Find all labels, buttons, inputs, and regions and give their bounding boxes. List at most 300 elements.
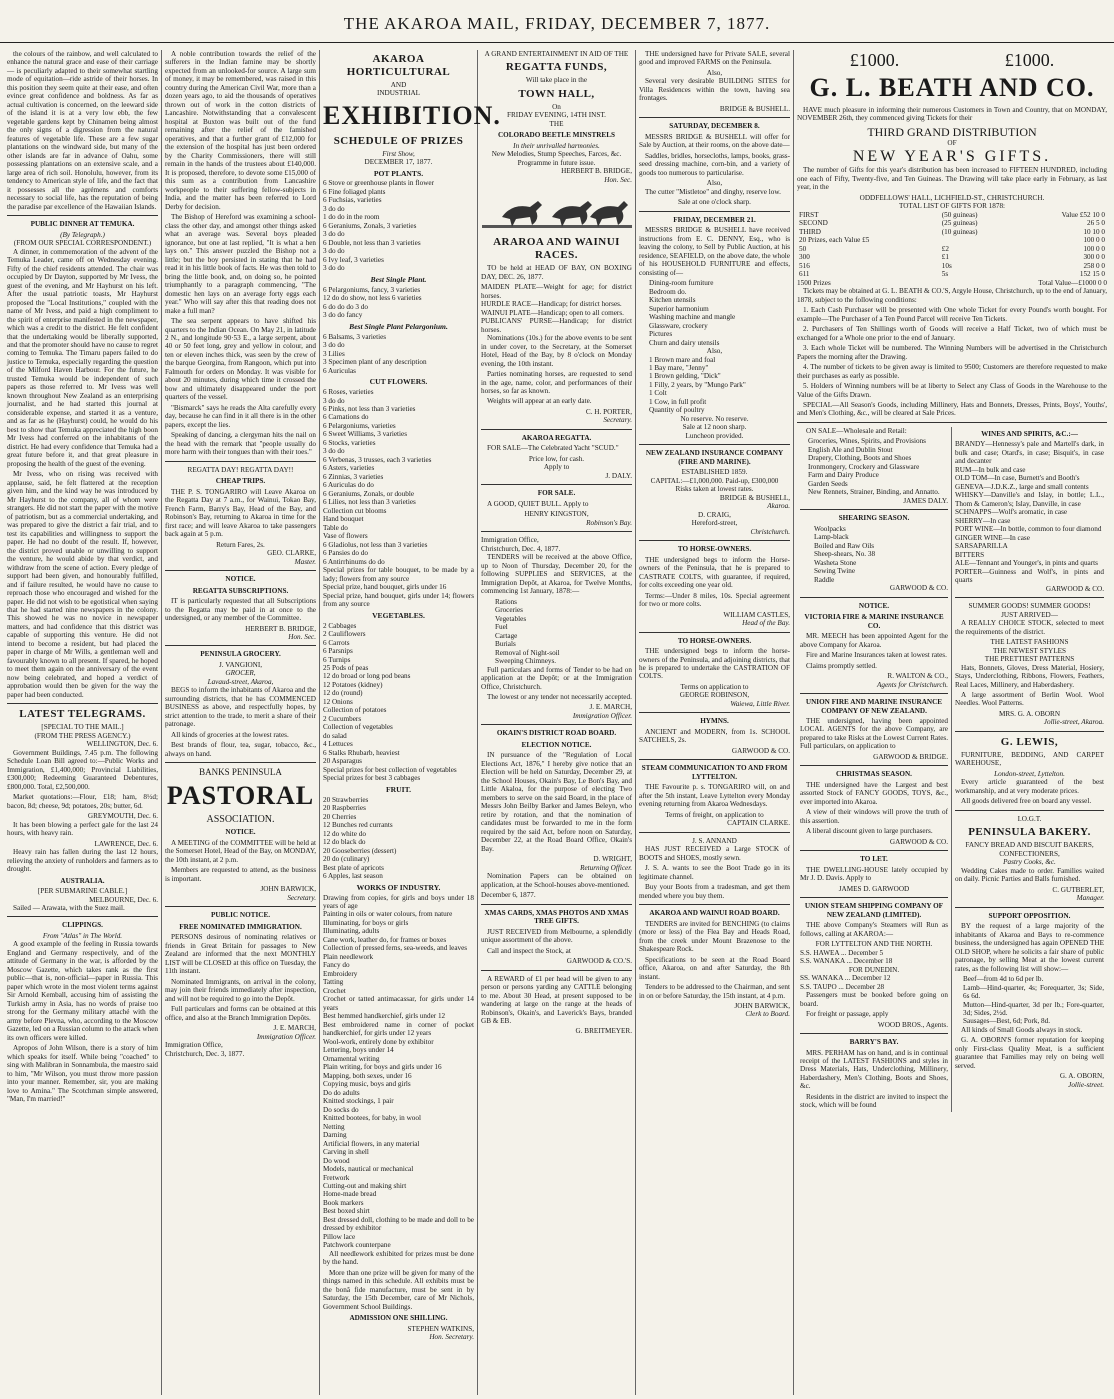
- furniture-item: Glassware, crockery: [649, 321, 708, 330]
- subscriptions-text: IT is particularly requested that all Subscriptions to the Regatta may be paid in at once to the undersigned, or any member of the Committee.: [165, 597, 316, 623]
- prize-cell: 26 5 0: [1087, 219, 1105, 228]
- oborn-loc: Jollie-street, Akaroa.: [1043, 718, 1104, 727]
- tender-item: Cartage: [495, 631, 518, 640]
- tickets-text: Tickets may be obtained at G. L. BEATH & CO.'S, Argyle House, Christchurch, up to the end of January, 1878, subject to the following conditions:: [797, 287, 1107, 304]
- sale-item: Garden Seeds: [808, 479, 848, 488]
- admission: ADMISSION ONE SHILLING.: [349, 1314, 448, 1323]
- column-6b: [952, 427, 1107, 1112]
- prize-item: Do do adults: [323, 1088, 360, 1097]
- dateline-lawrence: LAWRENCE, Dec. 6.: [94, 839, 158, 848]
- election-title: ELECTION NOTICE.: [521, 740, 592, 749]
- vangioni-role: GROCER,: [225, 669, 256, 678]
- prize-row: [797, 270, 1107, 278]
- bridge-name: HERBERT B. BRIDGE,: [245, 624, 316, 633]
- prize-item: 6 Roses, varieties: [323, 388, 374, 397]
- union-fire-title: UNION FIRE AND MARINE INSURANCE COMPANY OF NEW ZEALAND.: [805, 698, 943, 715]
- prize-cell: 611: [799, 270, 810, 279]
- oddfellows-hall: ODDFELLOWS' HALL, LICHFIELD-ST., CHRISTCHURCH.: [859, 193, 1045, 202]
- wines-title: WINES AND SPIRITS, &C.:—: [981, 429, 1078, 438]
- bull-text: A GOOD, QUIET BULL. Apply to: [487, 499, 589, 508]
- serpent-article: The sea serpent appears to have shifted his quarters to the Indian Ocean. On May 21, in latitude 2 N., and longitude 90·53 E., a large serpent, about 40 or 50 feet long, grey and yellow in colour, and ten or eleven inches thick, was seen by the crew of the barque Georgina, from Rangoon, which put into Falmouth for orders on Monday. It was visible for about 20 minutes, during which time it crossed the bow and ultimately disappeared under the port quarters of the vessel.: [165, 317, 316, 402]
- free-immigration-text-2: Nominated Immigrants, on arrival in the colony, may join their friends immediately after inspection, and will not be required to go into the Depôt.: [165, 977, 316, 1003]
- prize-item: 6 Stalks Rhubarb, heaviest: [323, 748, 400, 757]
- lewis-text-2: Every article guaranteed of the best workmanship, and at very moderate prices.: [955, 778, 1104, 795]
- prize-row: [797, 219, 1107, 227]
- prize-item: Do socks do: [323, 1105, 359, 1114]
- union-steam-title: UNION STEAM SHIPPING COMPANY OF NEW ZEALAND (LIMITED).: [804, 902, 944, 919]
- akaroa-regatta-title: AKAROA REGATTA.: [521, 433, 592, 442]
- victoria-title: VICTORIA FIRE & MARINE INSURANCE CO.: [804, 613, 944, 630]
- clipping-2: Apropos of John Wilson, there is a story of him which speaks for itself. While being "coached" to sing with Malibran in Sonnambula, the maestro said to him, "Mr Wilson, you must throw more passion into your manner. Remember, sir, you are making love to Amina." The Scotchman simple answered, "Man, I'm married!": [7, 1044, 158, 1104]
- march-role-2: Immigration Officer.: [572, 711, 632, 720]
- cut-flowers-heading: CUT FLOWERS.: [369, 377, 428, 387]
- wine-item: RUM—In bulk and case: [955, 465, 1026, 474]
- telegram-melbourne: Sailed — Arawata, with the Suez mail.: [13, 903, 125, 912]
- pastry-cooks: Pastry Cooks, &c.: [1003, 858, 1056, 867]
- xmas-text: JUST RECEIVED from Melbourne, a splendidly unique assortment of the above.: [481, 927, 632, 945]
- prize-item: 6 Ivy leaf, 3 varieties: [323, 255, 384, 264]
- bismarck-article: "Bismarck" says he reads the Alta carefully every day, because he can find in it all there is in the other papers, except the lies.: [165, 403, 316, 429]
- wright-role: Returning Officer.: [580, 863, 632, 872]
- prize-cell: Value £52 10 0: [1061, 210, 1105, 219]
- garwood-hymns: GARWOOD & CO.: [731, 746, 790, 755]
- prize-item: 3 do do: [323, 204, 345, 213]
- clippings-title: CLIPPINGS.: [62, 921, 103, 930]
- support-text-3: G. A. OBORN'S former reputation for keeping only First-class Quality Meat, is a sufficient guarantee that Families may rely on being well served.: [955, 1036, 1104, 1070]
- regatta-day-header: REGATTA DAY! REGATTA DAY!!: [187, 465, 294, 474]
- condition-4: 4. The number of tickets to be given away is limited to 9500; Customers are therefore requested to make their purchases as early as possible.: [797, 363, 1107, 380]
- condition-5: 5. Holders of Winning numbers will be at liberty to Select any Class of Goods in the Warehouse to the Value of the Gifts Drawn.: [797, 382, 1107, 399]
- telegrams-from: (FROM THE PRESS AGENCY.): [34, 731, 131, 740]
- shearing-item: Washeta Stone: [814, 558, 857, 567]
- minstrels-sub-2: New Melodies, Stump Speeches, Farces, &c.: [491, 150, 622, 159]
- sale-item: Farm and Dairy Produce: [808, 471, 879, 480]
- sale-noon: Sale at 12 noon sharp.: [682, 423, 747, 432]
- prize-item: 12 do (round): [323, 689, 363, 698]
- banks-peninsula: BANKS PENINSULA: [199, 767, 282, 778]
- prize-cell: THIRD: [799, 227, 821, 236]
- prize-item: 3 Lilies: [323, 349, 345, 358]
- prize-item: 20 do (culinary): [323, 855, 370, 864]
- prize-item: 6 Pinks, not less than 3 varieties: [323, 404, 416, 413]
- tender-list: [481, 598, 632, 666]
- prize-row: [797, 228, 1107, 236]
- of-text: OF: [947, 139, 957, 148]
- races-intro: TO be held at HEAD OF BAY, ON BOXING DAY, DEC. 26, 1877.: [481, 264, 632, 281]
- condition-3: 3. Each whole Ticket will be numbered. The Winning Numbers will be advertised in the Christchurch Papers the morning after the Drawing.: [797, 344, 1107, 361]
- prize-row: [797, 262, 1107, 270]
- okain-title: OKAIN'S DISTRICT ROAD BOARD.: [496, 729, 617, 738]
- nomination-papers: Nomination Papers can be obtained on application, at the School-houses above-mentioned.: [481, 872, 632, 889]
- meat-item: Lamb—Hind-quarter, 4s; Forequarter, 3s; Side, 6s 6d.: [963, 983, 1104, 1001]
- xmas-title: XMAS CARDS, XMAS PHOTOS AND XMAS TREE GIFTS.: [484, 908, 629, 926]
- victoria-text-2: Fire and Marine Insurances taken at lowest rates.: [806, 651, 947, 660]
- sale-item: Drapery, Clothing, Boots and Shoes: [808, 454, 912, 463]
- prize-cell: £2: [941, 244, 949, 253]
- furniture-list: [639, 279, 790, 347]
- tender-item: Burials: [495, 640, 516, 649]
- prize-item: 6 Carrots: [323, 638, 350, 647]
- steam-title: STEAM COMMUNICATION TO AND FROM LYTTELTON.: [641, 764, 788, 781]
- bakery-text-2: Wedding Cakes made to order. Families waited on daily. Picnic Parties and Balls furnished.: [955, 866, 1104, 884]
- wine-item: GENEVA—J.D.K.Z., large and small contents: [955, 482, 1089, 491]
- the-text: THE: [549, 119, 564, 128]
- wine-item: BRANDY—Hennessy's pale and Martell's dark, in bulk and case; Otard's, in case; Bisquit's, in case and decanter: [955, 440, 1104, 466]
- race-weights: Weights will appear at an early date.: [487, 397, 592, 406]
- no-reserve: No reserve. No reserve.: [680, 414, 749, 423]
- will-take-place: Will take place in the: [525, 76, 588, 85]
- immigration-date: Christchurch, Dec. 3, 1877.: [165, 1049, 245, 1058]
- prize-row: [797, 245, 1107, 253]
- auction-also: Also,: [706, 179, 723, 188]
- prize-item: 6 Pansies do do: [323, 549, 368, 558]
- prize-item: 20 Asparagus: [323, 757, 362, 766]
- prize-item: 12 Potatoes (kidney): [323, 680, 383, 689]
- yacht-apply: Apply to: [543, 463, 570, 472]
- horse-owners-1: TO HORSE-OWNERS.: [677, 545, 752, 554]
- telegrams-special: [SPECIAL TO THE MAIL.]: [41, 723, 124, 732]
- stock-item: 1 Brown mare and foal: [649, 355, 716, 364]
- prize-item: Illuminating, adults: [323, 927, 380, 936]
- prize-item: Wool-work, entirely done by exhibitor: [323, 1037, 434, 1046]
- perham-text: MRS. PERHAM has on hand, and is in continual receipt of the LATEST FASHIONS and styles in Dress Materials, Hats, Underclothing, Millinery, Haberdashery, Men's Clothing, Boots and Shoes, &c.: [800, 1048, 948, 1091]
- prize-item: 6 Pelargoniums, fancy, 3 varieties: [323, 285, 421, 294]
- prize-cell: 100 0 0: [1083, 236, 1105, 245]
- hawaii-article: the colours of the rainbow, and well calculated to enhance the natural grace and ease of their carriage — is peculiarly adapted to their somewhat startling mode of equitation—ride astride of their horses. In this position they seem quite at their ease, and often evince great confidence and boldness. As far as actual cultivation is concerned, on the leeward side of the island it is at a very low ebb, the few vegetable gardens kept by Chinamen being almost the only signs of a digression from the natural features of vegetable life. These are a few sugar plantations on the windward side, but many of the other islands are far in advance of Oahu, some possessing plantations on an extensive scale, and a large area of rich soil. Honolulu, however, from its tendency to American style of life, and the fact that it possesses all the agrémens and comforts necessary to social life, has the reputation of being the paradise par excellence of the Hawaiian Islands.: [7, 50, 158, 211]
- tender-text-2: The lowest or any tender not necessarily accepted.: [487, 693, 632, 701]
- craig-name: D. CRAIG,: [698, 510, 731, 519]
- prize-item: 12 do broad or long pod beans: [323, 672, 411, 681]
- prize-item: Pillow lace: [323, 1232, 356, 1241]
- prize-item: Special prize, hand bouquet, girls under 16: [323, 583, 447, 592]
- shearing-item: Boiled and Raw Oils: [814, 541, 875, 550]
- works-list: [323, 894, 474, 1250]
- prize-item: Darning: [323, 1131, 347, 1140]
- ship-item: S.S. HAWEA ... December 5: [800, 948, 884, 957]
- free-immigration-text: PERSONS desirous of nominating relatives or friends in Great Britain for passages to New Zealand are informed that the next MONTHLY LIST will be CLOSED at this office on Tuesday, the 11th instant.: [165, 933, 316, 976]
- shearing-title: SHEARING SEASON.: [838, 514, 910, 523]
- stock-item: 1 Colt: [649, 389, 667, 398]
- barwick-role-2: Clerk to Board.: [745, 1010, 790, 1019]
- nz-insurance-risks: Risks taken at lowest rates.: [675, 485, 754, 494]
- on-sale-heading: ON SALE—Wholesale and Retail:: [806, 426, 907, 435]
- bridge-name-2: HERBERT B. BRIDGE,: [561, 167, 632, 176]
- races-title: ARAROA AND WAINUI RACES.: [493, 236, 620, 262]
- wine-item: ALE—Tennant and Younger's, in pints and quarts: [955, 559, 1098, 568]
- wine-item: BITTERS: [955, 550, 985, 559]
- prize-item: 12 do white do: [323, 829, 366, 838]
- lewis-title: G. LEWIS,: [1000, 735, 1059, 748]
- pastoral-heading: PASTORAL: [166, 780, 315, 810]
- total-value: Total Value—£1000 0 0: [1038, 278, 1107, 287]
- meeting-text: A MEETING of the COMMITTEE will be held at the Somerset Hotel, Head of the Bay, on MONDAY, the 10th instant, at 2 p.m.: [165, 838, 316, 864]
- freight-note: For freight or passage, apply: [806, 1010, 889, 1019]
- stock-item: Quantity of poultry: [649, 406, 705, 415]
- castles-name: WILLIAM CASTLES,: [723, 610, 790, 619]
- prize-row: [797, 236, 1107, 244]
- steam-text: THE Favourite p. s. TONGARIRO will, on and after the 5th instant, Leave Lyttelton every Monday evening returning from Akaroa Wednesdays.: [639, 783, 790, 809]
- prize-item: 3 do do: [323, 447, 345, 456]
- shearing-item: Sewing Twine: [814, 567, 856, 576]
- prize-item: 6 Lilies, not less than 3 varieties: [323, 498, 416, 507]
- prize-item: 6 Gladiolus, not less than 3 varieties: [323, 540, 428, 549]
- dinner-text: A dinner, in commemoration of the advent of the Temuka Leader, came off on Wednesday evening. Fifty of the chief residents attended. The chair was occupied by Dr Dayton, supported by Mr Ivess, the guest of the evening, and Mr Hayhurst on his left. After the usual patriotic toasts, Mr Hayhurst proposed the "Local Institutions," coupled with the name of Mr Ivess, and paid a high compliment to the spirit of enterprise manifested in the newspaper, which was a credit to the district. He felt confident that the undertaking would be liberally supported, and that the promoter should have no cause to regret coming to Temuka. The Timaru papers failed to do justice to Temuka, especially regarding the question of the Milford Haven Harbour. For the future, he trusted Temuka would be independent of such papers as those referred to. Mr Ivess was well known throughout New Zealand as an enterprising journalist, and he had started this journal at considerable expense, and started it as a venture, and as far as he (Hayhurst) could, he would do his best to show that Temuka appreciated the high boon Mr Ivess had conferred on the inhabitants of the district. He had every confidence that Temuka had a great future before it, and that great pleasure in proposing the health of the guest of the evening.: [7, 247, 158, 468]
- dancing-article: Speaking of dancing, a clergyman hits the nail on the head with the remark that "people usually do more harm with their tongues than with their toes.": [165, 431, 316, 457]
- prize-item: Best hemmed handkerchief, girls under 12: [323, 1012, 446, 1021]
- wine-item: WHISKY—Danville's and Islay, in bottle; L.L., Thom & Cameron's; Islay, Danville, in case: [955, 491, 1104, 508]
- clarke-name: GEO. CLARKE,: [267, 549, 316, 558]
- best-single-list: [323, 286, 474, 320]
- election-text: IN pursuance of the "Regulation of Local Elections Act, 1876," I hereby give notice that an Election will be held on Saturday, December 29, at the School Houses, Okain's Bay, Le Bon's Bay, and Little Akaloa, for the purpose of electing Two members to serve on the said Board, in the place of Messrs John Beilby Barker and James Beleyn, who retire by rotation, and that the nomination of candidates must be forwarded to me in the form required by the said Act, before noon on Saturday, December 22, at the Road Board Office, Okain's Bay.: [481, 751, 632, 853]
- prize-item: 6 Pelargoniums, varieties: [323, 421, 396, 430]
- telegram-wellington: Government Buildings, 7.45 p.m. The following Schedule Loan Bill agreed to:—Public Works and Immigration, £1,400,000; Provincial Liabilities, £300,000; Redeeming Guaranteed Debentures, £800,000. Total, £2,500,000.: [7, 748, 158, 791]
- tender-date: Christchurch, Dec. 4, 1877.: [481, 544, 561, 553]
- tender-item: Fuel: [495, 623, 508, 632]
- prize-item: 12 do black do: [323, 838, 366, 847]
- prize-cell: FIRST: [799, 210, 819, 219]
- tender-item: Rations: [495, 597, 517, 606]
- column-6a: [797, 427, 952, 1112]
- fashion-item: THE NEWEST STYLES: [993, 646, 1066, 655]
- prize-item: 12 Onions: [323, 697, 353, 706]
- condition-1: 1. Each Cash Purchaser will be presented with One whole Ticket for every Pound's worth bought. For example—The Purchaser of a Ten Pound Parcel will receive Ten Tickets.: [797, 306, 1107, 323]
- fashion-item: THE LATEST FASHIONS: [990, 638, 1069, 647]
- prize-cell: (50 guineas): [941, 210, 978, 219]
- prize-item: Carving in shell: [323, 1148, 369, 1157]
- prize-cell: 10 10 0: [1083, 227, 1105, 236]
- exhibition-date: DECEMBER 17, 1877.: [364, 158, 433, 167]
- columns: [4, 50, 1110, 1395]
- victoria-text: MR. MEECH has been appointed Agent for the above Company for Akaroa.: [800, 632, 948, 649]
- immigration-office: Immigration Office,: [165, 1041, 223, 1050]
- sale-item: New Rennets, Strainer, Binding, and Annatto.: [808, 488, 940, 497]
- horse-race-illustration: [482, 187, 632, 233]
- yacht-price: Price low, for cash.: [528, 454, 585, 463]
- tongariro-text: THE P. S. TONGARIRO will Leave Akaroa on the Regatta Day at 7 a.m., for Wainui, Tokao Bay, French Farm, Barry's Bay, Head of the Bay, and Robinson's Bay, returning to Akaroa in time for the first race; and will leave Akaroa to take passengers back again at 5 p.m.: [165, 487, 316, 539]
- prize-cell: 516: [799, 261, 810, 270]
- james-garwood: JAMES D. GARWOOD: [838, 884, 910, 893]
- prize-cell: 258 0 0: [1083, 261, 1105, 270]
- march-name-2: J. E. MARCH,: [589, 703, 632, 712]
- prize-item: 6 Antirrhinums do do: [323, 557, 385, 566]
- prize-cell: 300 0 0: [1083, 253, 1105, 262]
- oborn-loc-2: Jollie-street.: [1068, 1080, 1104, 1089]
- to-let-title: TO LET.: [860, 855, 888, 864]
- prize-item: 6 Verbenas, 3 trusses, each 3 varieties: [323, 455, 432, 464]
- summer-goods: SUMMER GOODS! SUMMER GOODS!: [968, 602, 1091, 611]
- stock-item: 1 Bay mare, "Jenny": [649, 363, 709, 372]
- horse-owners-2-text: THE undersigned begs to inform the horse-owners of the Peninsula, and adjoining districts, that he is prepared to undertake the CASTRATION OF COLTS.: [639, 647, 790, 681]
- minstrels-title: COLORADO BEETLE MINSTRELS: [497, 131, 616, 140]
- exhibition-title: EXHIBITION.: [323, 100, 501, 130]
- gutberlet-role: Manager.: [1076, 894, 1104, 903]
- boots-text-2: J. S. A. wants to see the Boot Trade go in its legitimate channel.: [639, 864, 790, 881]
- union-fire-text: THE undersigned, having been appointed LOCAL AGENTS for the above Company, are prepared to take Risks at the Lowest Current Rates. Full particulars, on application to: [800, 717, 948, 751]
- schedule-title: SCHEDULE OF PRIZES: [333, 134, 464, 147]
- prize-item: Painting in oils or water colours, from nature: [323, 910, 453, 919]
- race-list: [481, 283, 632, 334]
- best-pelargonium-heading: Best Single Plant Pelargonium.: [349, 321, 448, 331]
- horse-owners-2: TO HORSE-OWNERS.: [677, 636, 752, 645]
- column-3: [320, 50, 501, 1395]
- horticultural-title: AKAROA HORTICULTURAL: [346, 53, 451, 78]
- friday-evening: FRIDAY EVENING, 14TH INST.: [507, 111, 606, 120]
- prize-item: 12 do do show, not less 6 varieties: [323, 294, 422, 303]
- prize-item: Table do: [323, 523, 348, 532]
- barrys-bay-title: BARRY'S BAY.: [849, 1038, 899, 1047]
- dateline-wellington: WELLINGTON, Dec. 6.: [86, 740, 158, 749]
- saturday-heading: SATURDAY, DECEMBER 8.: [669, 122, 760, 131]
- tender-text: Full particulars and forms of Tender to be had on application at the Depôt; or at the Immigration Office, Christchurch.: [481, 665, 632, 691]
- kingston-name: HENRY KINGSTON,: [524, 510, 589, 519]
- regatta-funds: REGATTA FUNDS,: [505, 61, 608, 74]
- prize-item: Special prize, hand bouquet, girls under 14; flowers from any source: [323, 591, 474, 609]
- australia-title: AUSTRALIA.: [60, 876, 105, 885]
- prize-item: Collection of vegetables: [323, 723, 393, 732]
- prize-item: 6 Parsnips: [323, 647, 353, 656]
- to-let-text: THE DWELLING-HOUSE lately occupied by Mr J. D. Davis. Apply to: [800, 865, 948, 883]
- prize-item: 6 Auriculas: [323, 366, 356, 375]
- prize-item: 6 Geraniums, Zonals, or double: [323, 489, 415, 498]
- stock-item: 1 Filly, 2 years, by "Mungo Park": [649, 380, 746, 389]
- prize-item: do salad: [323, 731, 347, 740]
- masthead: [0, 0, 1114, 43]
- steam-terms: Terms of freight, on application to: [665, 810, 764, 819]
- furniture-item: Washing machine and mangle: [649, 313, 736, 322]
- race-item: PUBLICANS' PURSE—Handicap; for district horses.: [481, 317, 632, 334]
- prize-item: 12 Bunches red currants: [323, 821, 393, 830]
- vegetables-list: [323, 622, 474, 783]
- prize-item: 6 Apples, last season: [323, 872, 383, 881]
- dinner-from: (FROM OUR SPECIAL CORRESPONDENT.): [13, 239, 152, 248]
- tender-item: Sweeping Chimneys.: [495, 657, 557, 666]
- column-6-split: [797, 427, 1107, 1112]
- prize-item: Crochet: [323, 986, 346, 995]
- special-text: SPECIAL—All Season's Goods, including Millinery, Hats and Bonnets, Dresses, Prints, Boys', Youths', and Men's Clothing, &c., will be cleared at Sale Prices.: [797, 400, 1107, 418]
- cheap-trips-title: CHEAP TRIPS.: [215, 477, 266, 486]
- prize-item: Netting: [323, 1122, 345, 1131]
- thousand-right: £1000.: [1004, 50, 1055, 70]
- watkins-name: STEPHEN WATKINS,: [407, 1324, 474, 1333]
- telegrams-title: LATEST TELEGRAMS.: [19, 708, 146, 721]
- stock-item: 1 Cow, in full profit: [649, 397, 707, 406]
- horse-owners-2-terms: Terms on application to: [680, 682, 749, 691]
- prize-item: 20 Gooseberries (dessert): [323, 846, 397, 855]
- wine-item: PORTER—Guinness and Wolf's, in pints and quarts: [955, 567, 1104, 585]
- watkins-role: Hon. Secretary.: [429, 1333, 474, 1342]
- prize-item: Best plate of apricots: [323, 863, 384, 872]
- annand-name: J. S. ANNAND: [692, 836, 737, 845]
- shearing-item: Lamp-black: [814, 533, 849, 542]
- fashions-text: Hats, Bonnets, Gloves, Dress Material, Hosiery, Stays, Underclothing, Ribbons, Flowers, Feathers, Real Laces, Millinery, and Haberdashery.: [955, 663, 1104, 689]
- new-years-gifts: NEW YEAR'S GIFTS.: [852, 147, 1052, 165]
- horse-owners-1-text: THE undersigned begs to inform the Horse-owners of the Peninsula, that he is prepared to CASTRATE COLTS, with guarantee, if required, for colts exceeding one year old.: [639, 555, 790, 590]
- prize-item: Special prizes for table bouquet, to be made by a lady; flowers from any source: [323, 566, 474, 583]
- ships-north-list: [800, 949, 948, 966]
- barwick-name-2: JOHN BARWICK,: [734, 1001, 790, 1010]
- wine-item: SARSAPARILLA: [955, 542, 1008, 551]
- friday-heading: FRIDAY, DECEMBER 21.: [673, 215, 756, 224]
- tender-office: Immigration Office,: [481, 536, 539, 545]
- race-item: MAIDEN PLATE—Weight for age; for district horses.: [481, 283, 632, 300]
- telegram-lawrence: Heavy rain has fallen during the last 12 hours, relieving the anxiety of runholders and farmers as to drought.: [7, 848, 158, 874]
- industrial-title: INDUSTRIAL: [376, 89, 421, 98]
- prize-item: 3 do do: [323, 396, 345, 405]
- fashion-list: [955, 638, 1104, 663]
- prize-item: 6 Double, not less than 3 varieties: [323, 238, 421, 247]
- prize-item: Do wood: [323, 1156, 350, 1165]
- sale-time: Sale at one o'clock sharp.: [678, 198, 751, 207]
- pelargonium-list: [323, 333, 474, 375]
- stock-list: [639, 356, 790, 415]
- union-steam-text: THE above Company's Steamers will Run as follows, calling at AKAROA:—: [800, 921, 948, 938]
- christmas-text-2: A view of their windows will prove the truth of this assertion.: [800, 808, 948, 825]
- prize-item: 20 Raspberries: [323, 804, 366, 813]
- race-item: WAINUI PLATE—Handicap; open to all comers.: [481, 308, 624, 317]
- ship-item: S.S. WANAKA ... December 18: [800, 957, 893, 966]
- free-immigration-text-3: Full particulars and forms can be obtained at this office, and also at the Branch Immigration Depôts.: [165, 1005, 316, 1022]
- prize-cell: (25 guineas): [941, 219, 978, 228]
- meeting-text-2: Members are requested to attend, as the business is important.: [165, 866, 316, 883]
- prize-item: Best embroidered name in corner of pocket handkerchief, for girls under 12 years: [323, 1020, 474, 1038]
- barwick-role: Secretary.: [287, 893, 316, 902]
- horse-owners-1-terms: Terms:—Under 8 miles, 10s. Special agreement for two or more colts.: [639, 591, 790, 609]
- famine-article: A noble contribution towards the relief of the sufferers in the Indian famine may be shortly expected from an unlooked-for source. A large sum of money, it may be remembered, was raised in this country during the American Civil War, more than a dozen years ago, to aid the thousands of operatives thrown out of work in the cotton districts of Lancashire. Notwithstanding that a convalescent hospital at Buxton was built out of the fund remaining after the relief of the famished operatives, and that a further grant of £12,000 for the extension of the hospital has just been ordered by the Charity Commissioners, there will still remain in the hands of the trustees about £140,000. It is proposed, therefore, to devote some £15,000 of this sum as a contribution from Lancashire workpeople to their suffering fellow-subjects in India, and the matter has been referred to Lord Derby for decision.: [165, 50, 316, 211]
- wine-item: SCHNAPPS—Wolf's aromatic, in case: [955, 508, 1068, 517]
- prize-row: [797, 253, 1107, 261]
- prize-item: Special prizes for best 3 cabbages: [323, 774, 421, 783]
- prize-item: Special prizes for best collection of vegetables: [323, 765, 457, 774]
- bakery-text: FANCY BREAD AND BISCUIT BAKERS, CONFECTIONERS,: [965, 841, 1094, 858]
- wine-item: OLD TOM—In case, Burnett's and Booth's: [955, 474, 1080, 483]
- farms-also: Also,: [706, 68, 723, 77]
- total-list-heading: TOTAL LIST OF GIFTS FOR 1878:: [898, 202, 1006, 211]
- auction-1-items: Saddles, bridles, horsecloths, lamps, books, grass-seed dressing machine, corn-bin, and a variety of goods too numerous to particularise.: [639, 151, 790, 177]
- ships-dunedin-list: [800, 974, 948, 991]
- porter-name: C. H. PORTER,: [585, 407, 632, 416]
- race-nominations-2: Parties nominating horses, are requested to send in the age, name, color, and performances of their horses, so far as known.: [481, 370, 632, 395]
- prize-item: Best dressed doll, clothing to be made and doll to be dressed by exhibitor: [323, 1215, 474, 1233]
- prize-cell: 10s: [941, 261, 952, 270]
- dinner-text-2: Mr Ivess, who on rising was received with applause, said, he felt flattered at the reception given him, and the kind way he was introduced by Mr Hayhurst to the company, all of whom were strangers. He did not start the paper with the motive of patriotism, but as a commercial undertaking, and was prepared to give the district a fair trial, and to test its capabilities and willingness to support the paper. He had no doubt of the result. If, however, the district proved unable or unwilling to support the venture, he would abide by that verdict, and withdraw from the scene of action. Every pledge of support had been given, and honourably fulfilled, and if failure resulted, he would have no cause to reproach those who encouraged and wished for the paper. He did not wish to be egotistical when saying that he had started nine newspapers in the colony. This showed he was no novice in newspaper matters, and had confidence that this district was capable of supporting this venture. He did not intend to become a resident, but had placed the paper in charge of Mr Wills, a gentleman well and favourably known to all present. If spared, he hoped to meet them again on the anniversary of the event now being celebrated, and hoped a verdict of approbation would then be given for the way the paper had been conducted.: [7, 470, 158, 699]
- cutter-text: The cutter "Mistletoe" and dinghy, reserve low.: [645, 187, 781, 196]
- lewis-text: FURNITURE, BEDDING, AND CARPET WAREHOUSE,: [955, 750, 1104, 768]
- auction-1: MESSRS BRIDGE & BUSHELL will offer for Sale by Auction, at their rooms, on the above date—: [639, 132, 790, 150]
- barwick-name: JOHN BARWICK,: [260, 885, 316, 894]
- robinson-name: GEORGE ROBINSON,: [679, 691, 750, 700]
- prize-cell: 5s: [941, 270, 949, 279]
- bench-text-3: Tenders to be addressed to the Chairman, and sent in on or before Saturday, the 15th instant, at 4 p.m.: [639, 983, 790, 1000]
- fashion-item: THE PRETTIEST PATTERNS: [984, 655, 1075, 664]
- column-6: [794, 50, 1110, 1395]
- grocery-text-3: Best brands of flour, tea, sugar, tobacco, &c., always on hand.: [165, 741, 316, 758]
- sale-item: Ironmongery, Crockery and Glassware: [808, 462, 920, 471]
- column-2: [162, 50, 320, 1395]
- hymns-title: HYMNS.: [700, 717, 729, 726]
- castles-loc: Head of the Bay.: [742, 619, 790, 628]
- thousand-pounds: [797, 50, 1107, 71]
- race-item: HURDLE RACE—Handicap; for district horses.: [481, 300, 622, 309]
- prize-item: Book markers: [323, 1198, 364, 1207]
- clippings-source: From "Atlas" in The World.: [42, 931, 123, 940]
- furniture-item: Bedroom do.: [649, 287, 687, 296]
- march-name: J. E. MARCH,: [273, 1024, 316, 1033]
- prize-item: 3 do do: [323, 247, 345, 256]
- vegetables-heading: VEGETABLES.: [372, 610, 425, 620]
- christmas-title: CHRISTMAS SEASON.: [836, 770, 912, 779]
- stock-item: 1 Brown gelding, "Dick": [649, 372, 721, 381]
- shearing-item: Sheep-shears, No. 38: [814, 550, 876, 559]
